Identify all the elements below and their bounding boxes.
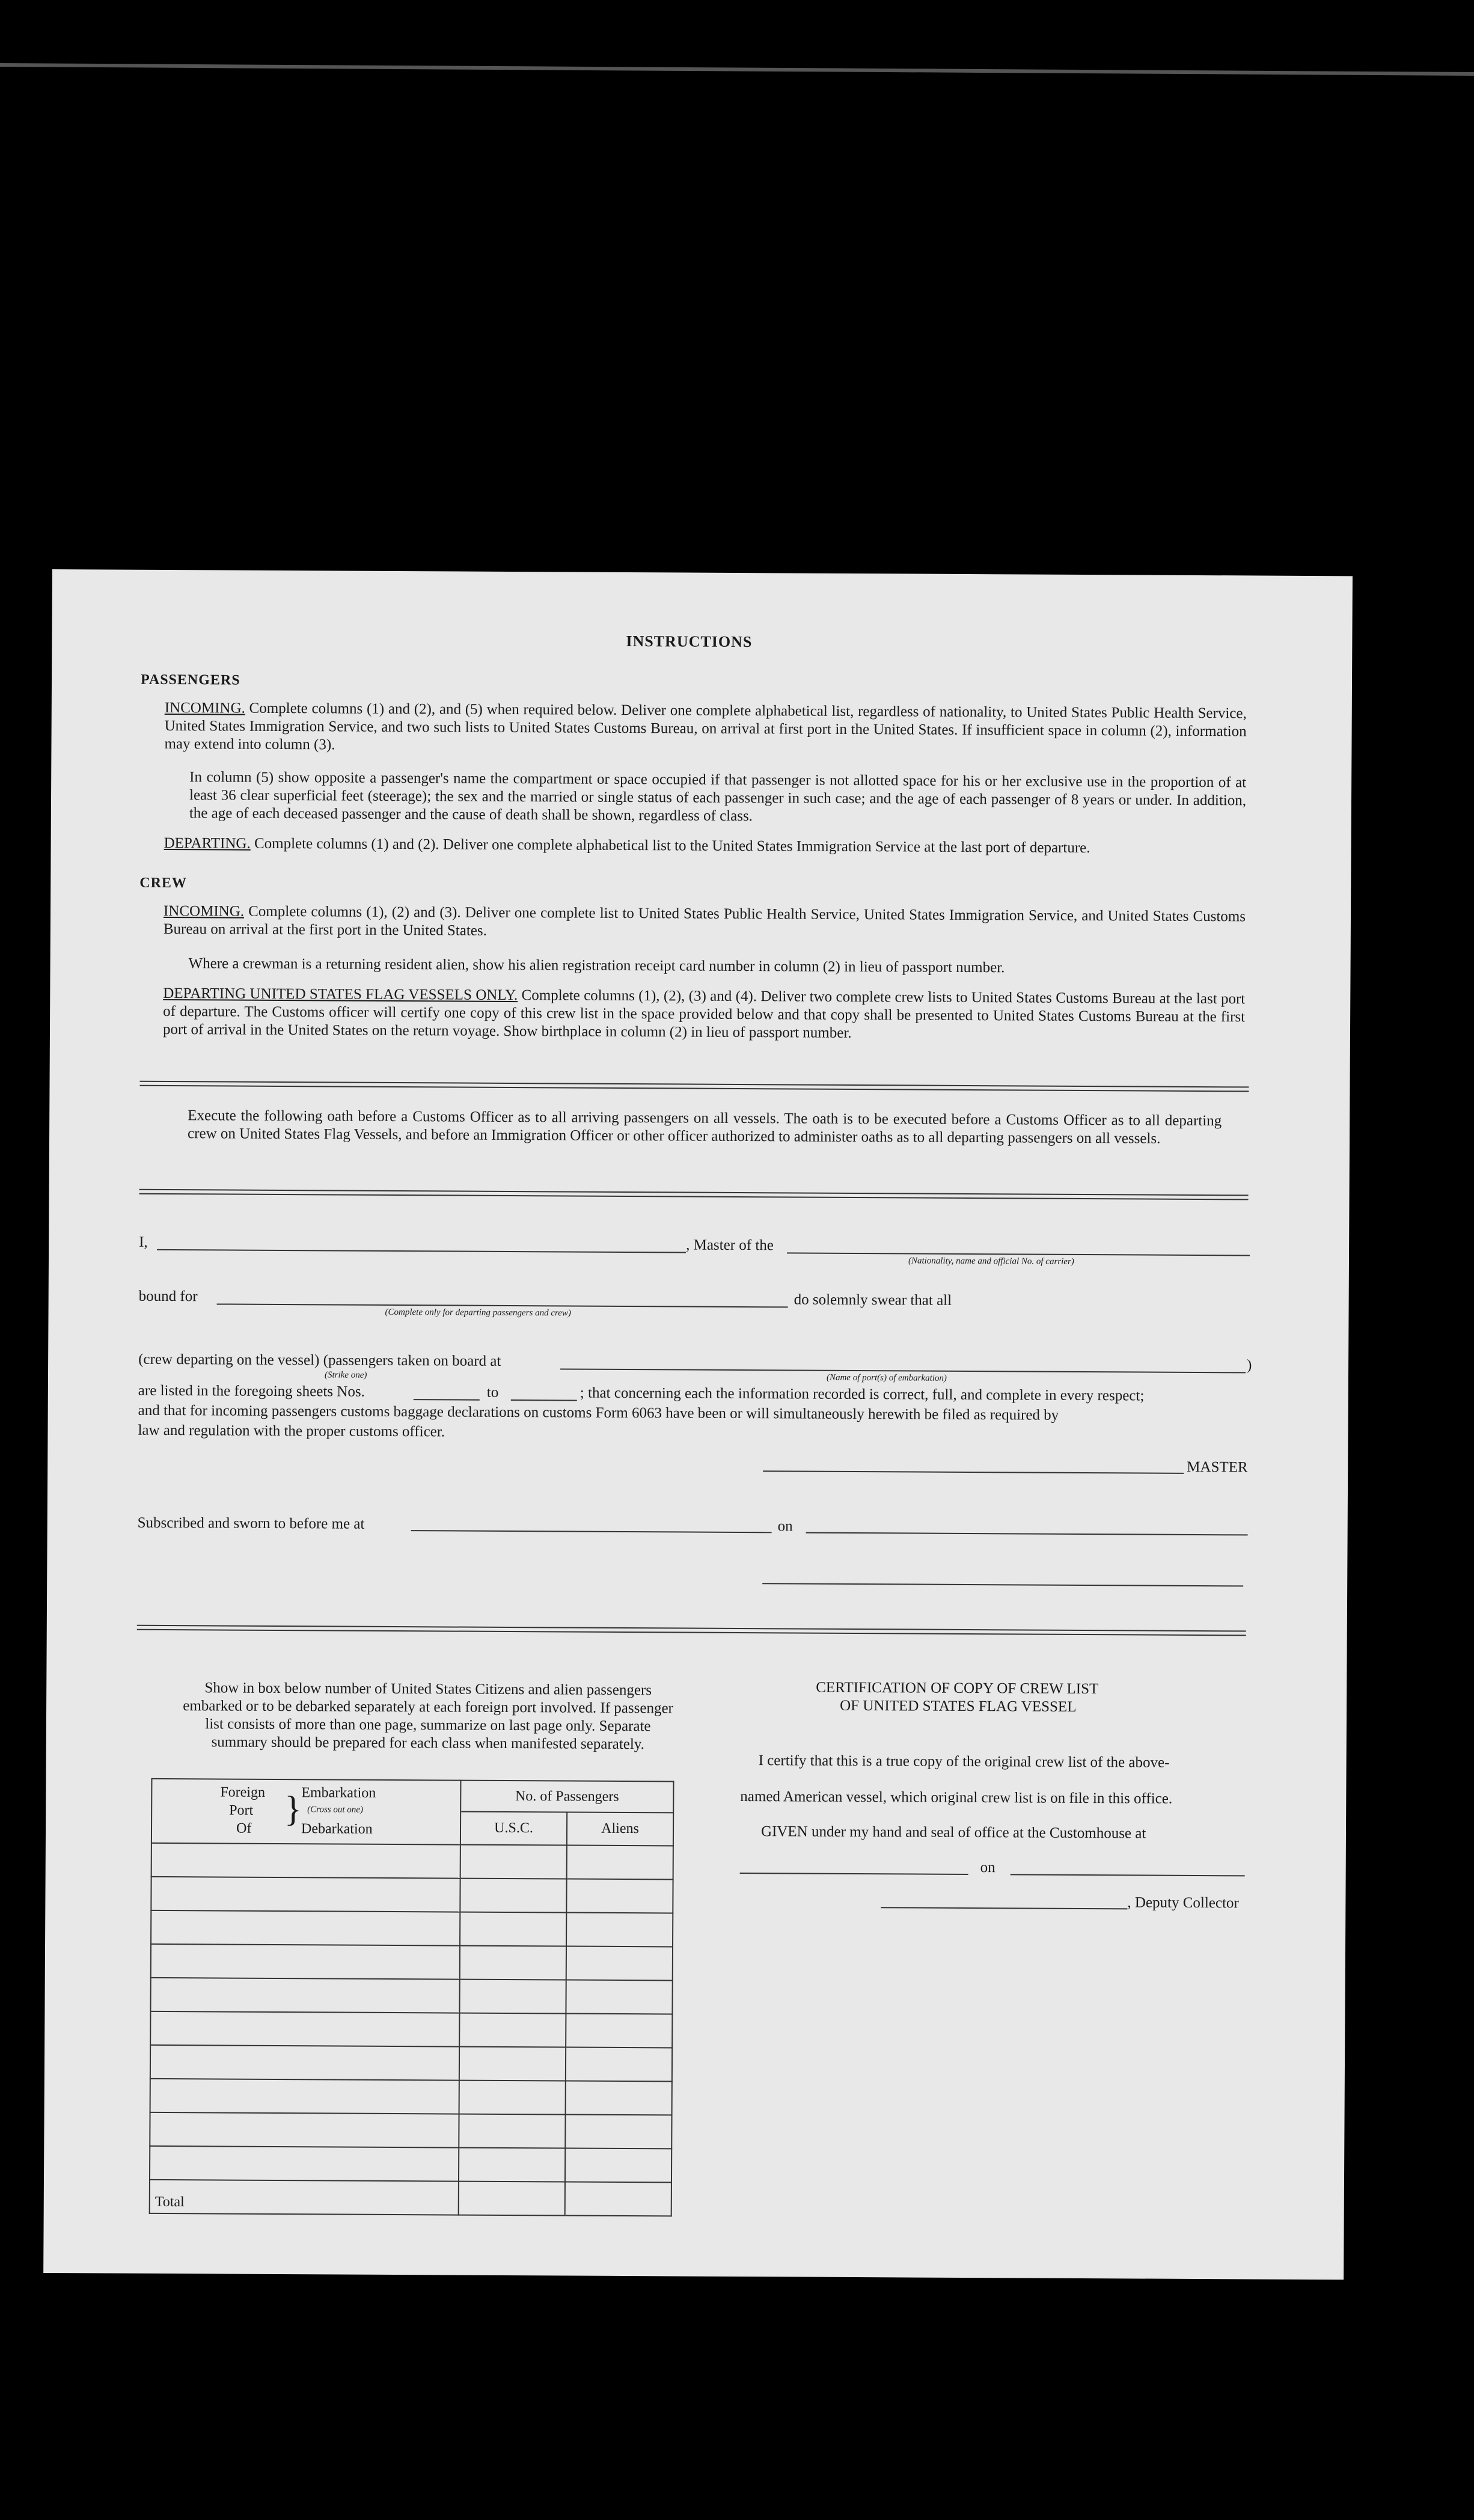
close-paren: ) xyxy=(1247,1357,1252,1374)
subscribed-text: Subscribed and sworn to before me at xyxy=(137,1514,365,1532)
total-row xyxy=(150,2180,671,2216)
oath-intro: Execute the following oath before a Customs Officer as to all arriving passengers on all vessels. The oath is to be executed before a Customs Officer as to all departing crew on United States Flag Vessels, and before an Immigration Officer or other officer authorized to administer oaths as to all departing passengers on all vessels. xyxy=(188,1107,1222,1147)
bound-for-field[interactable] xyxy=(217,1303,788,1307)
passengers-header-cell xyxy=(460,1781,674,1846)
column5-paragraph: In column (5) show opposite a passenger's name the compartment or space occupied if that passenger is not allotted space for his or her exclusive use in the proportion of at least 36 clear superficial feet (steerage); the sex and the married or single status of each passenger in such case; and the age of each passenger of 8 years or under. In addition, the age of each deceased passenger and the cause of death shall be shown, regardless of class. xyxy=(189,769,1247,825)
port-label: Port xyxy=(229,1802,254,1818)
carrier-hint: (Nationality, name and official No. of carrier) xyxy=(908,1256,1074,1267)
crew-passengers-text: (crew departing on the vessel) (passengers taken on board at xyxy=(138,1351,501,1369)
certify-line-2: named American vessel, which original crew list is on file in this office. xyxy=(740,1788,1173,1807)
oath-i-label: I, xyxy=(139,1234,148,1250)
sheet-from-field[interactable] xyxy=(414,1399,480,1401)
certification-heading: CERTIFICATION OF COPY OF CREW LIST xyxy=(816,1679,1099,1698)
customhouse-field[interactable] xyxy=(740,1873,968,1875)
embarkation-label: Embarkation xyxy=(301,1785,376,1801)
port-hint: (Name of port(s) of embarkation) xyxy=(826,1372,947,1383)
to-label: to xyxy=(486,1384,499,1401)
section-divider xyxy=(140,1081,1249,1092)
cross-out-hint: (Cross out one) xyxy=(307,1805,364,1815)
crew-flag-paragraph xyxy=(163,985,1245,1044)
crew-incoming-text: Complete columns (1), (2) and (3). Deliver one complete list to United States Public Health Service, United States Immigration Service, and United States Customs Bureau on arrival at the first port in the United States. xyxy=(163,903,1246,939)
passengers-departing-paragraph xyxy=(164,834,1246,858)
bound-for-hint: (Complete only for departing passengers and crew) xyxy=(385,1307,571,1318)
master-label: MASTER xyxy=(1187,1458,1248,1476)
summary-instructions: Show in box below number of United States Citizens and alien passengers embarked or to be debarked separately at each foreign port involved. If passenger list consists of more than one page, summarize on last page only. Separate summary should be prepared for each class when manifested separately. xyxy=(183,1680,673,1753)
section-divider xyxy=(137,1625,1246,1636)
deputy-collector-label: , Deputy Collector xyxy=(1127,1894,1239,1912)
declaration-line-3: law and regulation with the proper customs officer. xyxy=(138,1422,445,1440)
table-row xyxy=(150,2045,672,2082)
page-title: INSTRUCTIONS xyxy=(626,632,753,651)
table-row xyxy=(151,1944,673,1981)
passengers-heading: PASSENGERS xyxy=(140,671,240,688)
master-of-label: , Master of the xyxy=(686,1237,774,1254)
brace-icon: } xyxy=(284,1789,302,1829)
instruction-sheet xyxy=(43,569,1353,2280)
table-row xyxy=(151,1877,673,1913)
table-row xyxy=(150,2079,672,2115)
section-divider xyxy=(139,1189,1249,1200)
sworn-date-field[interactable] xyxy=(806,1532,1248,1536)
carrier-field[interactable] xyxy=(787,1252,1250,1256)
table-row xyxy=(150,2112,671,2149)
master-signature-field[interactable] xyxy=(763,1470,1184,1474)
crew-flag-label: DEPARTING UNITED STATES FLAG VESSELS ONLY. xyxy=(163,985,518,1004)
passengers-incoming-paragraph xyxy=(164,699,1246,759)
sworn-place-field[interactable] xyxy=(411,1530,772,1533)
total-label: Total xyxy=(150,2180,459,2215)
table-row xyxy=(150,1978,672,2014)
cert-date-field[interactable] xyxy=(1011,1874,1245,1876)
passengers-departing-text: Complete columns (1) and (2). Deliver one complete alphabetical list to the United States Immigration Service at the last port of departure. xyxy=(254,835,1090,857)
customhouse-text: GIVEN under my hand and seal of office at the Customhouse at xyxy=(760,1823,1146,1842)
certification-subheading: OF UNITED STATES FLAG VESSEL xyxy=(840,1697,1077,1715)
table-row xyxy=(150,2146,671,2183)
aliens-column-header: Aliens xyxy=(601,1820,639,1837)
total-aliens-cell[interactable] xyxy=(565,2182,671,2216)
sheet-to-field[interactable] xyxy=(511,1399,577,1401)
no-of-passengers-label: No. of Passengers xyxy=(461,1781,673,1814)
certify-line-1: I certify that this is a true copy of the original crew list of the above- xyxy=(758,1752,1170,1771)
declaration-line-2: and that for incoming passengers customs baggage declarations on customs Form 6063 have been or will simultaneously herewith be filed as required by xyxy=(138,1402,1059,1424)
table-row xyxy=(151,1843,673,1880)
of-label: Of xyxy=(236,1820,252,1836)
foreign-label: Foreign xyxy=(220,1784,266,1800)
port-embarkation-field[interactable] xyxy=(560,1368,1246,1373)
table-row xyxy=(150,2011,672,2048)
master-name-field[interactable] xyxy=(157,1249,686,1253)
crew-incoming-paragraph xyxy=(164,902,1246,944)
concerning-text: ; that concerning each the information recorded is correct, full, and complete in every respect; xyxy=(580,1384,1145,1404)
total-usc-cell[interactable] xyxy=(459,2182,565,2216)
are-listed-text: are listed in the foregoing sheets Nos. xyxy=(138,1382,365,1400)
crew-incoming-label: INCOMING. xyxy=(163,902,245,920)
deputy-signature-field[interactable] xyxy=(881,1907,1127,1909)
on-label: on xyxy=(777,1518,793,1535)
passengers-incoming-label: INCOMING. xyxy=(164,699,245,717)
cert-on-label: on xyxy=(980,1859,995,1876)
scan-edge-line xyxy=(0,63,1474,76)
passenger-summary-table xyxy=(149,1778,674,2217)
strike-one-hint: (Strike one) xyxy=(324,1370,367,1380)
swear-text: do solemnly swear that all xyxy=(794,1291,952,1309)
usc-column-header: U.S.C. xyxy=(461,1812,567,1845)
table-row xyxy=(151,1910,673,1947)
officer-signature-field[interactable] xyxy=(762,1583,1243,1586)
returning-alien-paragraph: Where a crewman is a returning resident alien, show his alien registration receipt card number in column (2) in lieu of passport number. xyxy=(188,955,1005,976)
port-header-cell xyxy=(151,1779,461,1845)
passengers-departing-label: DEPARTING. xyxy=(164,834,251,852)
debarkation-label: Debarkation xyxy=(301,1821,373,1837)
passengers-incoming-text: Complete columns (1) and (2), and (5) when required below. Deliver one complete alphabetical list, regardless of nationality, to United States Public Health Service, United States Immigration Service, and two such lists to United States Customs Bureau, on arrival at first port in the United States. If insufficient space in column (2), information may extend into column (3). xyxy=(164,700,1247,753)
bound-for-label: bound for xyxy=(138,1288,198,1305)
crew-flag-text: Complete columns (1), (2), (3) and (4). Deliver two complete crew lists to United States Customs Bureau at the last port of departure. The Customs officer will certify one copy of this crew list in the space provided below and that copy shall be presented to United States Customs Bureau at the first port of arrival in the United States on the return voyage. Show birthplace in column (2) in lieu of passport number. xyxy=(162,987,1246,1041)
crew-heading: CREW xyxy=(139,875,188,891)
